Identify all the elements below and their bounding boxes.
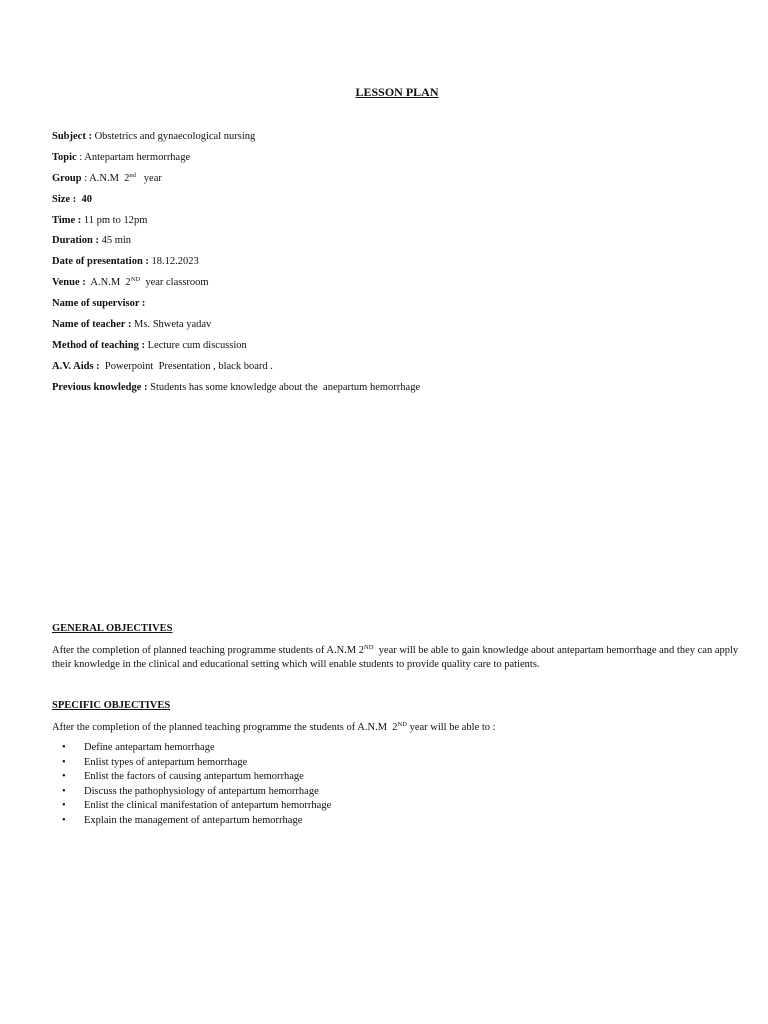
general-objectives-superscript: ND	[364, 644, 374, 651]
field-group	[52, 172, 420, 193]
field-av-aids	[52, 360, 420, 381]
list-item-text: Enlist types of antepartum hemorrhage	[84, 756, 248, 768]
field-label: Time :	[52, 214, 82, 226]
field-value: 11 pm to 12pm	[81, 214, 148, 226]
field-value: A.N.M 2	[85, 277, 131, 289]
field-label: Name of supervisor :	[52, 298, 146, 310]
bullet-icon: •	[62, 785, 66, 797]
field-value: Obstetrics and gynaecological nursing	[91, 131, 256, 142]
field-value: : Antepartam hermorrhage	[76, 151, 191, 163]
field-value: : A.N.M 2	[81, 172, 130, 184]
list-item	[62, 770, 331, 785]
field-label: Group	[52, 172, 82, 184]
field-method-of-teaching	[52, 339, 420, 360]
field-superscript: ND	[130, 276, 141, 284]
bullet-icon: •	[62, 814, 66, 826]
lesson-details	[52, 130, 420, 402]
list-item	[62, 785, 331, 800]
field-label: Method of teaching :	[52, 339, 146, 351]
field-time	[52, 214, 420, 235]
field-value: Students has some knowledge about the anepartum hemorrhage	[147, 381, 421, 393]
field-label: Duration :	[52, 235, 99, 247]
field-name-of-supervisor	[52, 297, 420, 318]
field-subject	[52, 130, 420, 151]
specific-objectives-superscript: ND	[397, 721, 407, 728]
field-label: Subject :	[52, 131, 92, 142]
general-objectives-text-end: year will be able to gain knowledge about antepartam hemorrhage and they can apply their knowledge in the clinical and educational setting which will enable students to provide quality care to patients.	[52, 645, 741, 670]
field-duration	[52, 234, 420, 255]
list-item	[62, 799, 331, 814]
list-item-text: Explain the management of antepartum hemorrhage	[84, 814, 303, 826]
field-topic	[52, 151, 420, 172]
field-value: Lecture cum discussion	[145, 339, 247, 351]
field-label: Previous knowledge :	[52, 381, 148, 393]
field-value: 40	[76, 193, 92, 205]
specific-objectives-list	[62, 741, 331, 829]
specific-objectives-intro-end: year will be able to :	[406, 722, 496, 733]
list-item-text: Enlist the factors of causing antepartum hemorrhage	[84, 771, 304, 783]
specific-objectives-heading: SPECIFIC OBJECTIVES	[52, 700, 171, 711]
list-item-text: Define antepartam hemorrhage	[84, 742, 215, 753]
bullet-icon: •	[62, 771, 66, 783]
field-name-of-teacher	[52, 318, 420, 339]
specific-objectives-intro-start: After the completion of the planned teaching programme the students of A.N.M 2	[52, 722, 398, 733]
field-value-suffix: year classroom	[140, 277, 209, 289]
field-value: 18.12.2023	[148, 256, 199, 268]
bullet-icon: •	[62, 742, 66, 753]
general-objectives-text-start: After the completion of planned teaching programme students of A.N.M 2	[52, 645, 365, 656]
field-value: Ms. Shweta yadav	[131, 319, 212, 331]
page-title: LESSON PLAN	[355, 85, 439, 99]
specific-objectives-intro	[52, 721, 746, 735]
field-value-suffix: year	[135, 172, 162, 184]
field-label: Name of teacher :	[52, 319, 132, 331]
field-size	[52, 193, 420, 214]
field-label: Date of presentation :	[52, 256, 149, 268]
field-previous-knowledge	[52, 381, 420, 402]
field-label: Venue :	[52, 277, 86, 289]
general-objectives-text	[52, 644, 746, 672]
field-label: Topic	[52, 151, 77, 163]
list-item	[62, 741, 331, 756]
field-label: Size :	[52, 193, 77, 205]
bullet-icon: •	[62, 800, 66, 812]
field-date-of-presentation	[52, 255, 420, 276]
field-value: Powerpoint Presentation , black board .	[99, 360, 273, 372]
list-item-text: Enlist the clinical manifestation of antepartum hemorrhage	[84, 800, 332, 812]
field-superscript: nd	[129, 171, 136, 179]
field-label: A.V. Aids :	[52, 360, 100, 372]
field-value: 45 min	[98, 235, 132, 247]
list-item-text: Discuss the pathophysiology of antepartum hemorrhage	[84, 785, 319, 797]
bullet-icon: •	[62, 756, 66, 768]
general-objectives-heading: GENERAL OBJECTIVES	[52, 623, 173, 634]
field-venue	[52, 276, 420, 297]
list-item	[62, 756, 331, 771]
list-item	[62, 814, 331, 829]
